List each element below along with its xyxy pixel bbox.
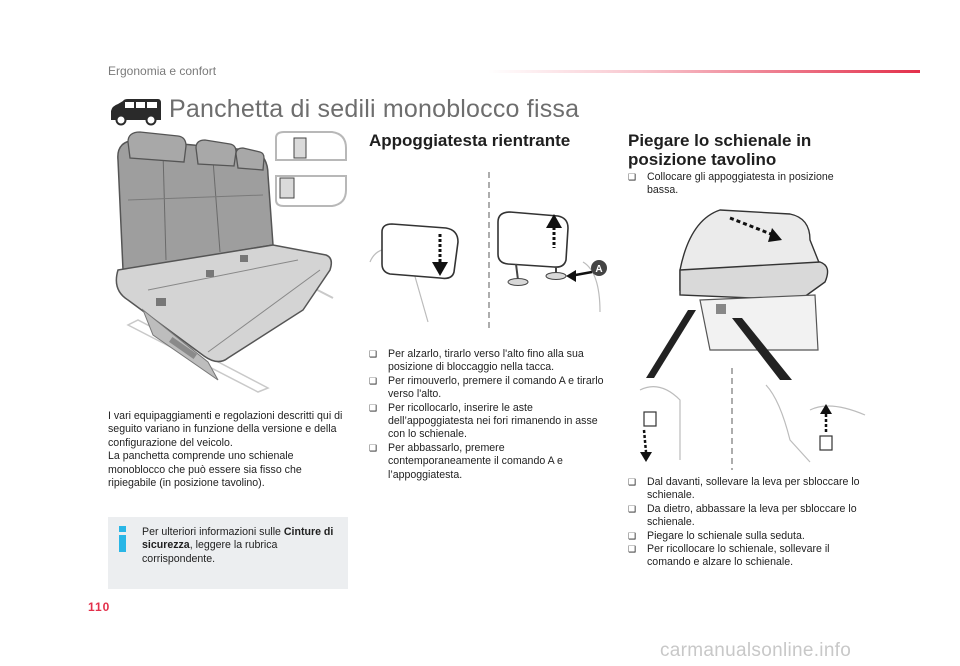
- table-position-prep: [628, 171, 864, 198]
- info-bold-link-text: Cinture di sicurezza: [142, 526, 334, 552]
- list-item: ❑ Per ricollocarlo, inserire le aste dell’appoggiatesta nei fori rimanendo in asse con lo schienale.: [369, 401, 598, 441]
- headrest-heading: Appoggiatesta rientrante: [369, 131, 571, 150]
- list-item: ❑ Piegare lo schienale sulla seduta.: [628, 529, 805, 542]
- svg-text:A: A: [595, 264, 603, 275]
- list-item: ❑ Per ricollocare lo schienale, sollevare il comando e alzare lo schienale.: [628, 543, 830, 569]
- list-item: ❑ Per abbassarlo, premere contemporaneamente il comando A e l’appoggiatesta.: [369, 441, 563, 481]
- section-header: Ergonomia e confort: [108, 64, 217, 78]
- list-item: ❑ Dal davanti, sollevare la leva per sbloccare lo schienale.: [628, 476, 860, 502]
- intro-paragraph: La panchetta comprende uno schienale monoblocco che può essere sia fisso che ripiegabile (in posizione tavolino).: [108, 450, 302, 490]
- list-item: ❑ Per alzarlo, tirarlo verso l'alto fino alla sua posizione di bloccaggio nella tacca.: [369, 348, 584, 374]
- info-text: Per ulteriori informazioni sulle Cinture di sicurezza, leggere la rubrica corrispondente.: [142, 526, 334, 565]
- page-number: 110: [88, 600, 111, 614]
- intro-text: [108, 410, 352, 490]
- headrest-illustration: [368, 172, 608, 330]
- van-icon: [108, 98, 162, 126]
- info-icon: [118, 526, 128, 552]
- seat-layout-diagram: [272, 130, 352, 208]
- headrest-instructions: [369, 348, 605, 482]
- fold-backrest-illustration: [640, 200, 870, 470]
- table-position-heading: Piegare lo schienale in posizione tavolino: [628, 131, 812, 169]
- watermark: carmanualsonline.info: [660, 640, 852, 661]
- table-position-instructions: [628, 476, 872, 570]
- list-item: ❑ Da dietro, abbassare la leva per sbloccare lo schienale.: [628, 502, 857, 529]
- info-box: [108, 517, 348, 589]
- page-title: Panchetta di sedili monoblocco fissa: [169, 95, 580, 123]
- list-item: ❑ Collocare gli appoggiatesta in posizione bassa.: [628, 171, 834, 197]
- header-divider: [488, 70, 920, 73]
- list-item: ❑ Per rimouverlo, premere il comando A e tirarlo verso l'alto.: [369, 374, 604, 401]
- intro-paragraph: I vari equipaggiamenti e regolazioni descritti qui di seguito variano in funzione della versione e della configurazione del veicolo.: [108, 410, 343, 449]
